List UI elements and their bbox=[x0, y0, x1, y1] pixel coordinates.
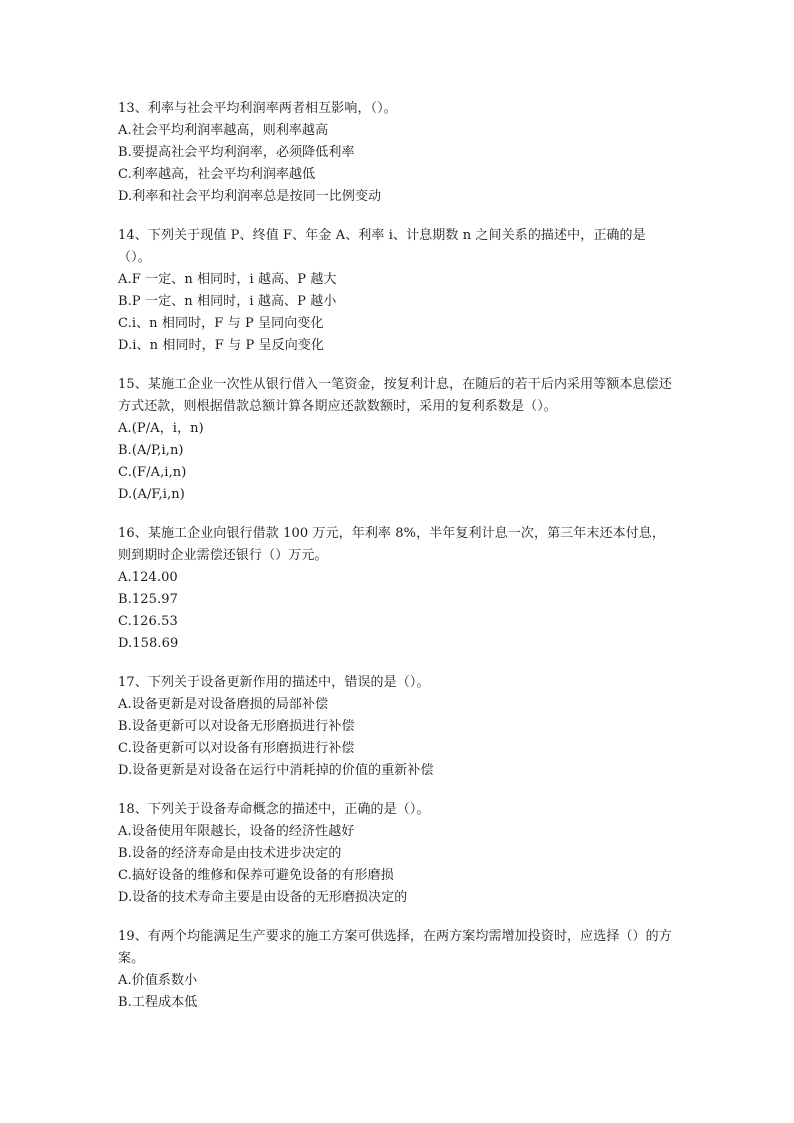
question-13 bbox=[118, 98, 678, 208]
option-d: D.(A/F,i,n) bbox=[118, 487, 185, 502]
question-18 bbox=[118, 799, 678, 909]
option-d: D.利率和社会平均利润率总是按同一比例变动 bbox=[118, 189, 382, 204]
option-a: A.124.00 bbox=[118, 570, 178, 585]
option-a: A.设备更新是对设备磨损的局部补偿 bbox=[118, 697, 329, 712]
question-15 bbox=[118, 374, 678, 506]
question-19 bbox=[118, 926, 678, 1014]
option-a: A.价值系数小 bbox=[118, 973, 198, 988]
option-b: B.要提高社会平均利润率，必须降低利率 bbox=[118, 145, 355, 160]
option-d: D.158.69 bbox=[118, 636, 179, 651]
option-a: A.(P/A，i，n) bbox=[118, 421, 204, 436]
option-a: A.社会平均利润率越高，则利率越高 bbox=[118, 123, 329, 138]
option-c: C.设备更新可以对设备有形磨损进行补偿 bbox=[118, 741, 355, 756]
option-b: B.工程成本低 bbox=[118, 995, 198, 1010]
option-c: C.126.53 bbox=[118, 614, 178, 629]
option-a: A.F 一定、n 相同时，i 越高、P 越大 bbox=[118, 272, 337, 287]
option-b: B.(A/P,i,n) bbox=[118, 443, 184, 458]
question-stem: 17、下列关于设备更新作用的描述中，错误的是（）。 bbox=[118, 675, 430, 690]
question-stem: 14、下列关于现值 P、终值 F、年金 A、利率 i、计息期数 n 之间关系的描述中，正确的是（）。 bbox=[118, 228, 646, 265]
option-d: D.设备的技术寿命主要是由设备的无形磨损决定的 bbox=[118, 890, 408, 905]
option-c: C.搞好设备的维修和保养可避免设备的有形磨损 bbox=[118, 868, 394, 883]
option-b: B.设备更新可以对设备无形磨损进行补偿 bbox=[118, 719, 355, 734]
option-b: B.125.97 bbox=[118, 592, 178, 607]
option-a: A.设备使用年限越长，设备的经济性越好 bbox=[118, 824, 355, 839]
option-d: D.设备更新是对设备在运行中消耗掉的价值的重新补偿 bbox=[118, 763, 434, 778]
question-stem: 16、某施工企业向银行借款 100 万元，年利率 8%，半年复利计息一次，第三年末还本付息，则到期时企业需偿还银行（）万元。 bbox=[118, 526, 665, 563]
option-c: C.i、n 相同时，F 与 P 呈同向变化 bbox=[118, 316, 324, 331]
option-c: C.(F/A,i,n) bbox=[118, 465, 187, 480]
question-stem: 19、有两个均能满足生产要求的施工方案可供选择，在两方案均需增加投资时，应选择（）的方案。 bbox=[118, 929, 672, 966]
question-16 bbox=[118, 523, 678, 655]
option-d: D.i、n 相同时，F 与 P 呈反向变化 bbox=[118, 338, 325, 353]
option-b: B.设备的经济寿命是由技术进步决定的 bbox=[118, 846, 342, 861]
question-stem: 15、某施工企业一次性从银行借入一笔资金，按复利计息，在随后的若干后内采用等额本息偿还方式还款，则根据借款总额计算各期应还款数额时，采用的复利系数是（）。 bbox=[118, 377, 672, 414]
question-stem: 13、利率与社会平均利润率两者相互影响，（）。 bbox=[118, 101, 397, 116]
question-14 bbox=[118, 225, 678, 357]
option-c: C.利率越高，社会平均利润率越低 bbox=[118, 167, 316, 182]
exam-page bbox=[118, 98, 678, 1031]
question-17 bbox=[118, 672, 678, 782]
question-stem: 18、下列关于设备寿命概念的描述中，正确的是（）。 bbox=[118, 802, 430, 817]
option-b: B.P 一定、n 相同时，i 越高、P 越小 bbox=[118, 294, 337, 309]
